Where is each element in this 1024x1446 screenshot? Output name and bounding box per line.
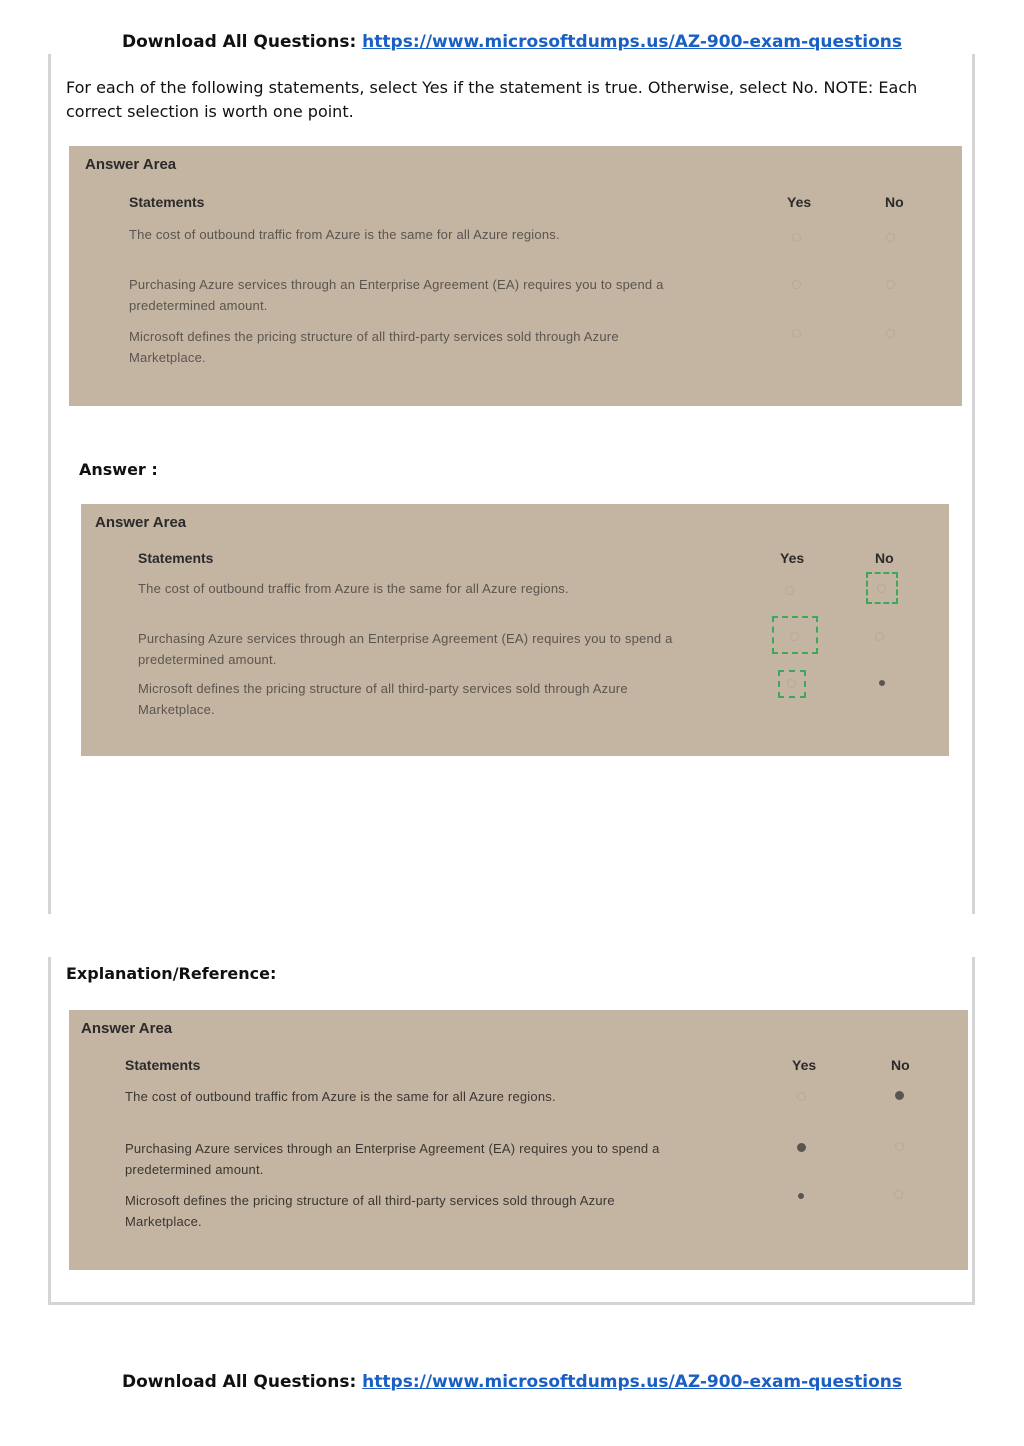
explanation-answer-area xyxy=(69,1010,968,1270)
download-header xyxy=(0,32,1024,52)
statements-header: Statements xyxy=(138,550,214,566)
no-header: No xyxy=(875,550,894,566)
statement-1 xyxy=(138,578,569,599)
statement-3-line2: Marketplace. xyxy=(129,350,206,365)
answer-answer-area xyxy=(81,504,949,756)
radio-3-no[interactable] xyxy=(894,1190,903,1199)
statement-2-line2: predetermined amount. xyxy=(125,1162,264,1177)
radio-1-no[interactable] xyxy=(886,233,895,242)
statement-1-line1: The cost of outbound traffic from Azure is the same for all Azure regions. xyxy=(129,227,560,242)
radio-2-no[interactable] xyxy=(895,1142,904,1151)
question-answer-area xyxy=(69,146,962,406)
statement-3-line1: Microsoft defines the pricing structure of all third-party services sold through Azure xyxy=(125,1193,615,1208)
statement-3-line1: Microsoft defines the pricing structure of all third-party services sold through Azure xyxy=(129,329,619,344)
question-text: For each of the following statements, select Yes if the statement is true. Otherwise, select No. NOTE: Each correct selection is worth one point. xyxy=(66,78,918,121)
answer-label: Answer : xyxy=(79,460,158,479)
download-link[interactable]: https://www.microsoftdumps.us/AZ-900-exam-questions xyxy=(362,1372,902,1392)
statement-2-line1: Purchasing Azure services through an Enterprise Agreement (EA) requires you to spend a xyxy=(125,1141,660,1156)
radio-2-no[interactable] xyxy=(875,632,884,641)
statement-3 xyxy=(138,678,628,720)
radio-2-no[interactable] xyxy=(886,280,895,289)
frame-left-bottom xyxy=(48,957,51,1305)
frame-right-bottom xyxy=(972,957,975,1305)
statement-2-line1: Purchasing Azure services through an Enterprise Agreement (EA) requires you to spend a xyxy=(129,277,664,292)
statement-2-line2: predetermined amount. xyxy=(129,298,268,313)
statement-1 xyxy=(129,224,560,245)
statement-2-line2: predetermined amount. xyxy=(138,652,277,667)
frame-bottom xyxy=(48,1302,975,1305)
frame-left-top xyxy=(48,54,51,914)
radio-1-no[interactable] xyxy=(877,584,886,593)
radio-1-yes[interactable] xyxy=(797,1092,806,1101)
no-header: No xyxy=(885,194,904,210)
explanation-label: Explanation/Reference: xyxy=(66,964,277,983)
radio-2-yes[interactable] xyxy=(797,1143,806,1152)
statement-2 xyxy=(129,274,664,316)
statement-3-line2: Marketplace. xyxy=(138,702,215,717)
radio-3-yes[interactable] xyxy=(798,1193,804,1199)
download-link[interactable]: https://www.microsoftdumps.us/AZ-900-exam-questions xyxy=(362,32,902,52)
radio-2-yes[interactable] xyxy=(792,280,801,289)
statement-3-line2: Marketplace. xyxy=(125,1214,202,1229)
statement-1 xyxy=(125,1086,556,1107)
statement-1-line1: The cost of outbound traffic from Azure is the same for all Azure regions. xyxy=(125,1089,556,1104)
radio-1-yes[interactable] xyxy=(785,586,794,595)
radio-1-yes[interactable] xyxy=(792,233,801,242)
statements-header: Statements xyxy=(125,1057,201,1073)
answer-area-title: Answer Area xyxy=(81,1020,173,1037)
statement-2 xyxy=(138,628,673,670)
statements-header: Statements xyxy=(129,194,205,210)
download-label: Download All Questions: xyxy=(122,32,357,52)
download-footer xyxy=(0,1372,1024,1392)
radio-2-yes[interactable] xyxy=(790,632,799,641)
radio-1-no[interactable] xyxy=(895,1091,904,1100)
no-header: No xyxy=(891,1057,910,1073)
statement-2-line1: Purchasing Azure services through an Enterprise Agreement (EA) requires you to spend a xyxy=(138,631,673,646)
statement-3-line1: Microsoft defines the pricing structure of all third-party services sold through Azure xyxy=(138,681,628,696)
yes-header: Yes xyxy=(780,550,805,566)
statement-3 xyxy=(129,326,619,368)
radio-3-yes[interactable] xyxy=(787,679,796,688)
radio-3-yes[interactable] xyxy=(792,329,801,338)
yes-header: Yes xyxy=(792,1057,817,1073)
statement-2 xyxy=(125,1138,660,1180)
radio-3-no[interactable] xyxy=(879,680,885,686)
yes-header: Yes xyxy=(787,194,812,210)
download-label: Download All Questions: xyxy=(122,1372,357,1392)
answer-area-title: Answer Area xyxy=(95,514,187,531)
answer-area-title: Answer Area xyxy=(85,156,177,173)
statement-1-line1: The cost of outbound traffic from Azure is the same for all Azure regions. xyxy=(138,581,569,596)
frame-right-top xyxy=(972,54,975,914)
radio-3-no[interactable] xyxy=(886,329,895,338)
statement-3 xyxy=(125,1190,615,1232)
